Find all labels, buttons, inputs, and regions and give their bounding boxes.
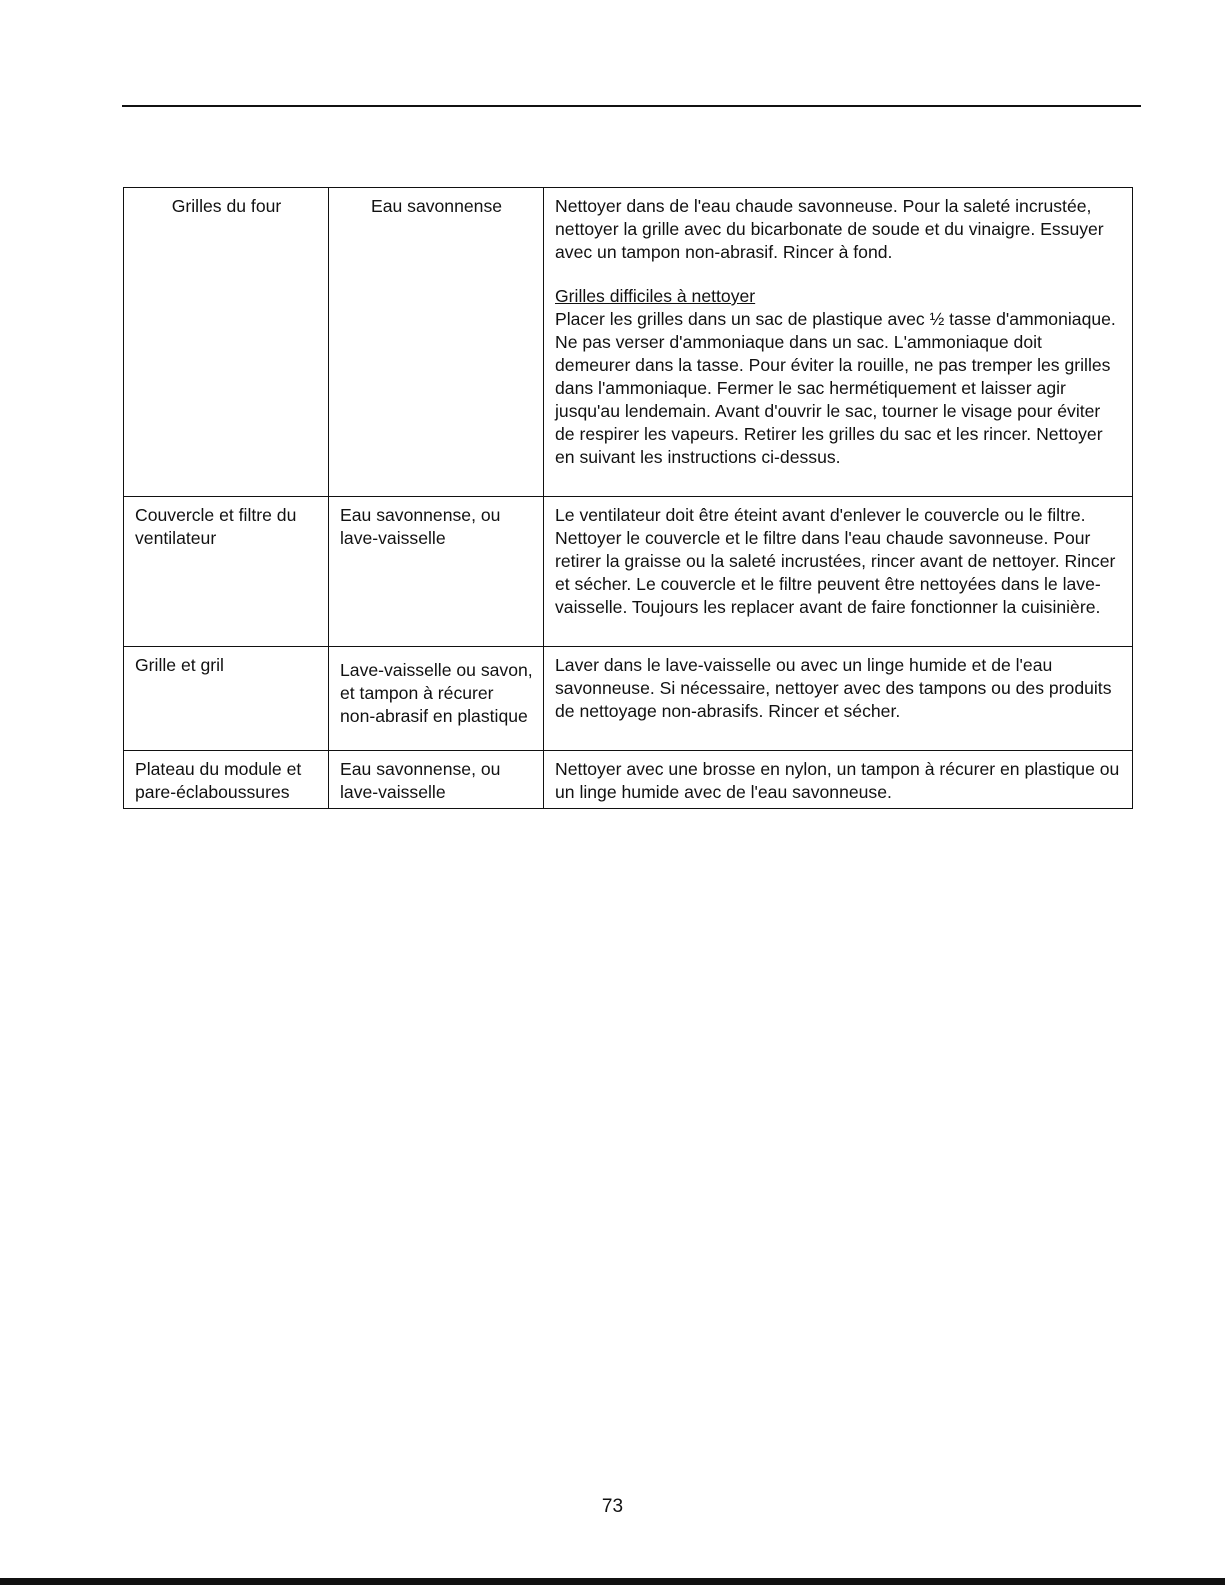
instructions-paragraph: Laver dans le lave-vaisselle ou avec un linge humide et de l'eau savonneuse. Si nécessaire, nettoyer avec des tampons ou des produits de nettoyage non-abrasifs. Rincer et sécher.	[555, 655, 1112, 721]
cleaner-cell: Eau savonnense	[329, 188, 544, 497]
item-cell: Grille et gril	[124, 647, 329, 751]
table-row	[124, 497, 1133, 647]
item-cell: Couvercle et filtre du ventilateur	[124, 497, 329, 647]
instructions-paragraph: Placer les grilles dans un sac de plastique avec ½ tasse d'ammoniaque. Ne pas verser d'ammoniaque dans un sac. L'ammoniaque doit demeurer dans la tasse. Pour éviter la rouille, ne pas tremper les grilles dans l'ammoniaque. Fermer le sac hermétiquement et laisser agir jusqu'au lendemain. Avant d'ouvrir le sac, tourner le visage pour éviter de respirer les vapeurs. Retirer les grilles du sac et les rincer. Nettoyer en suivant les instructions ci-dessus.	[555, 309, 1116, 467]
cleaner-cell: Eau savonnense, ou lave-vaisselle	[329, 497, 544, 647]
instructions-paragraph: Nettoyer dans de l'eau chaude savonneuse. Pour la saleté incrustée, nettoyer la grille avec du bicarbonate de soude et du vinaigre. Essuyer avec un tampon non-abrasif. Rincer à fond.	[555, 196, 1104, 262]
instructions-cell	[544, 647, 1133, 751]
instructions-paragraph: Nettoyer avec une brosse en nylon, un tampon à récurer en plastique ou un linge humide avec de l'eau savonneuse.	[555, 759, 1120, 802]
table-row	[124, 188, 1133, 497]
item-cell: Plateau du module et pare-éclaboussures	[124, 751, 329, 809]
cleaner-cell: Eau savonnense, ou lave-vaisselle	[329, 751, 544, 809]
instructions-paragraph: Le ventilateur doit être éteint avant d'enlever le couvercle ou le filtre. Nettoyer le couvercle et le filtre dans l'eau chaude savonneuse. Pour retirer la graisse ou la saleté incrustées, rincer avant de nettoyer. Rincer et sécher. Le couvercle et le filtre peuvent être nettoyées dans le lave-vaisselle. Toujours les replacer avant de faire fonctionner la cuisinière.	[555, 505, 1116, 617]
page-bottom-edge	[0, 1578, 1225, 1585]
table-row	[124, 647, 1133, 751]
header-rule	[122, 105, 1141, 107]
page-number: 73	[601, 1496, 624, 1517]
instructions-cell	[544, 188, 1133, 497]
cleaning-table	[123, 187, 1133, 809]
table-row	[124, 751, 1133, 809]
item-cell: Grilles du four	[124, 188, 329, 497]
instructions-cell	[544, 497, 1133, 647]
instructions-subheading: Grilles difficiles à nettoyer	[555, 286, 756, 306]
cleaner-cell: Lave-vaisselle ou savon, et tampon à récurer non-abrasif en plastique	[329, 647, 544, 751]
instructions-cell	[544, 751, 1133, 809]
